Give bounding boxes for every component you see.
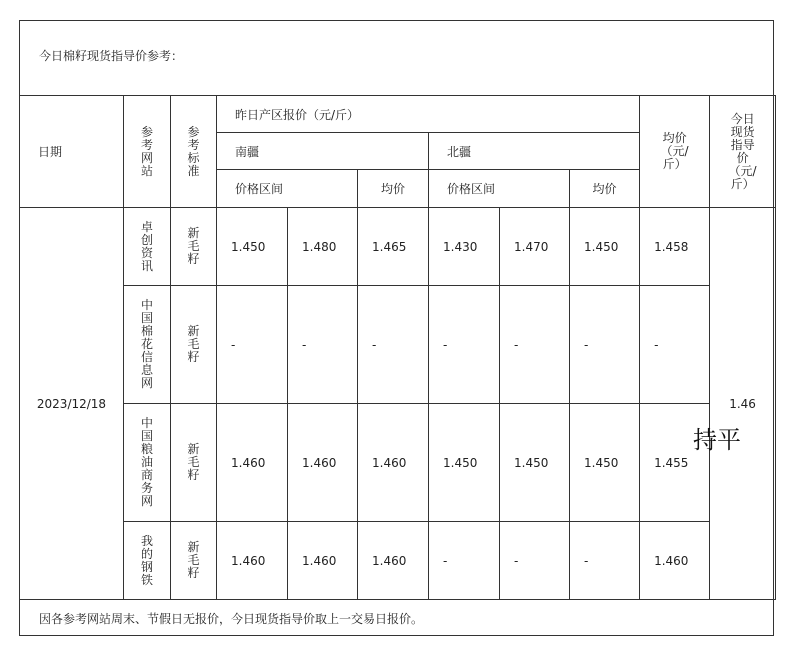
- header-date: 日期: [20, 96, 124, 208]
- north-avg-cell: 1.450: [570, 208, 640, 286]
- south-low-cell: 1.460: [217, 404, 288, 522]
- header-today-guide: 今日 现货 指导 价 （元/ 斤）: [710, 96, 776, 208]
- south-low-cell: 1.450: [217, 208, 288, 286]
- header-avg-price: 均价 （元/ 斤）: [640, 96, 710, 208]
- header-site: 参 考 网 站: [124, 96, 171, 208]
- site-cell: 中 国 粮 油 商 务 网: [124, 404, 171, 522]
- avg-cell: 1.455: [640, 404, 710, 522]
- header-yesterday: 昨日产区报价（元/斤）: [217, 96, 640, 133]
- north-low-cell: -: [429, 286, 500, 404]
- header-standard: 参 考 标 准: [171, 96, 217, 208]
- trend-label: 持平: [693, 426, 741, 454]
- header-south-range: 价格区间: [217, 170, 358, 208]
- standard-cell: 新 毛 籽: [171, 522, 217, 600]
- south-avg-cell: 1.460: [358, 522, 429, 600]
- south-avg-cell: 1.460: [358, 404, 429, 522]
- avg-cell: 1.460: [640, 522, 710, 600]
- south-high-cell: 1.460: [288, 404, 358, 522]
- table-row: [20, 522, 776, 600]
- standard-cell: 新 毛 籽: [171, 286, 217, 404]
- north-low-cell: -: [429, 522, 500, 600]
- south-high-cell: -: [288, 286, 358, 404]
- south-high-cell: 1.480: [288, 208, 358, 286]
- north-avg-cell: -: [570, 522, 640, 600]
- standard-cell: 新 毛 籽: [171, 404, 217, 522]
- site-cell: 中 国 棉 花 信 息 网: [124, 286, 171, 404]
- south-avg-cell: -: [358, 286, 429, 404]
- north-avg-cell: -: [570, 286, 640, 404]
- south-high-cell: 1.460: [288, 522, 358, 600]
- table-row: [20, 286, 776, 404]
- north-low-cell: 1.430: [429, 208, 500, 286]
- table-row: [20, 208, 776, 286]
- avg-cell: 1.458: [640, 208, 710, 286]
- table-title: 今日棉籽现货指导价参考：: [39, 49, 184, 63]
- standard-cell: 新 毛 籽: [171, 208, 217, 286]
- avg-cell: -: [640, 286, 710, 404]
- price-table: [19, 95, 776, 600]
- site-cell: 卓 创 资 讯: [124, 208, 171, 286]
- north-high-cell: 1.470: [500, 208, 570, 286]
- today-price-cell: 1.46: [710, 208, 776, 600]
- north-avg-cell: 1.450: [570, 404, 640, 522]
- header-north: 北疆: [429, 133, 640, 170]
- footnote: 因各参考网站周末、节假日无报价，今日现货指导价取上一交易日报价。: [39, 612, 424, 626]
- north-high-cell: -: [500, 286, 570, 404]
- south-low-cell: 1.460: [217, 522, 288, 600]
- site-cell: 我 的 钢 铁: [124, 522, 171, 600]
- north-high-cell: 1.450: [500, 404, 570, 522]
- header-north-range: 价格区间: [429, 170, 570, 208]
- header-south: 南疆: [217, 133, 429, 170]
- south-low-cell: -: [217, 286, 288, 404]
- north-low-cell: 1.450: [429, 404, 500, 522]
- north-high-cell: -: [500, 522, 570, 600]
- south-avg-cell: 1.465: [358, 208, 429, 286]
- header-north-avg: 均价: [570, 170, 640, 208]
- table-row: [20, 404, 776, 522]
- date-cell: 2023/12/18: [20, 208, 124, 600]
- header-south-avg: 均价: [358, 170, 429, 208]
